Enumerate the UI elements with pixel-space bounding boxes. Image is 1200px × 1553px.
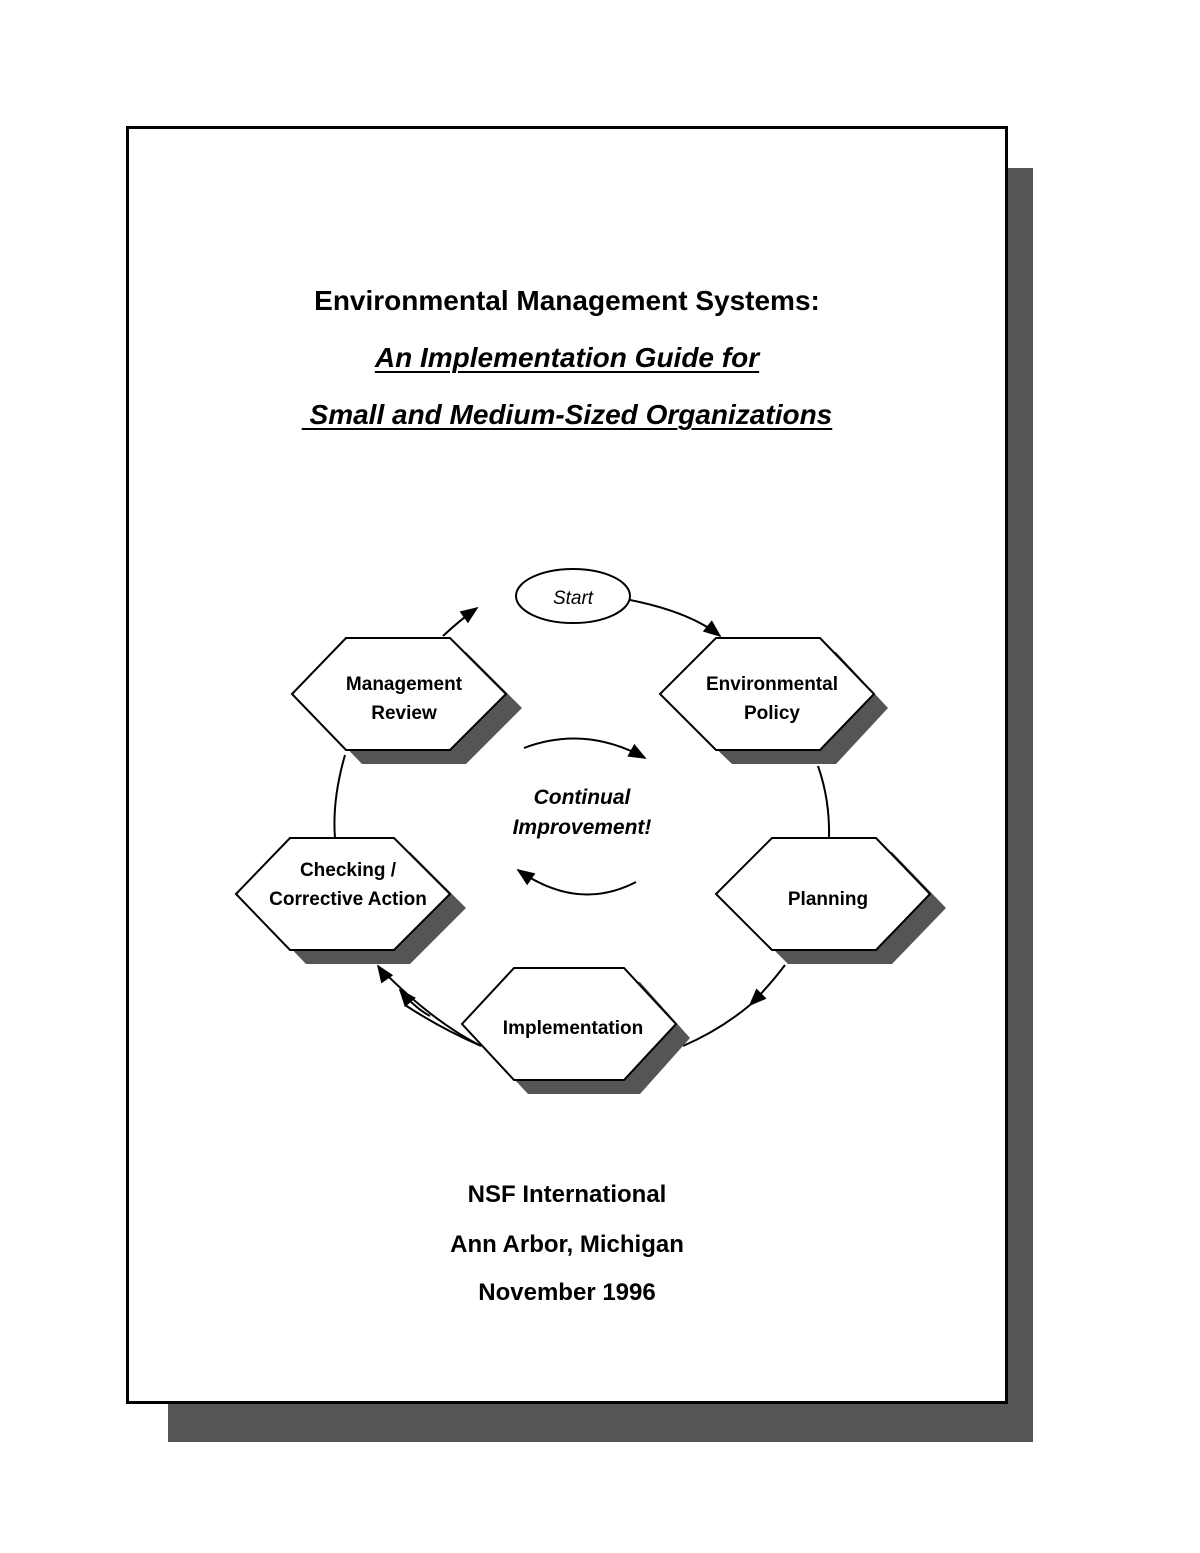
hexagon-implementation (462, 968, 690, 1094)
arc-implementation-bottom (683, 1005, 750, 1046)
center-label-line2: Improvement! (512, 816, 652, 839)
management-review-line2: Review (371, 703, 437, 724)
planning-label: Planning (787, 889, 869, 910)
publication-date: November 1996 (478, 1279, 656, 1306)
arc-review-to-start (443, 608, 477, 636)
arc-checking-to-review (334, 755, 345, 838)
publisher-name: NSF International (467, 1181, 667, 1208)
management-review-line1: Management (345, 674, 463, 695)
center-arrow-top (524, 739, 645, 758)
center-label-line1: Continual (533, 786, 631, 809)
title-line-2: An Implementation Guide for (374, 342, 760, 373)
hexagon-checking-corrective-action (236, 838, 466, 964)
start-node (516, 569, 630, 623)
environmental-policy-line2: Policy (744, 703, 800, 724)
publisher-location: Ann Arbor, Michigan (450, 1231, 684, 1258)
hexagon-management-review (292, 638, 522, 764)
arc-planning-to-implementation (750, 965, 785, 1005)
title-line-1: Environmental Management Systems: (314, 285, 820, 316)
hexagon-environmental-policy (660, 638, 888, 764)
title-line-3: Small and Medium-Sized Organizations (301, 399, 833, 430)
environmental-policy-line1: Environmental (706, 674, 838, 695)
checking-line1: Checking / (299, 860, 397, 881)
start-label: Start (552, 588, 594, 609)
implementation-label: Implementation (502, 1018, 644, 1039)
arc-policy-to-planning (818, 766, 829, 838)
arc-bottom-left-line (378, 966, 481, 1046)
center-arrow-bottom (518, 870, 636, 895)
arc-start-to-policy (630, 600, 720, 636)
hexagon-planning (716, 838, 946, 964)
checking-line2: Corrective Action (269, 889, 427, 910)
